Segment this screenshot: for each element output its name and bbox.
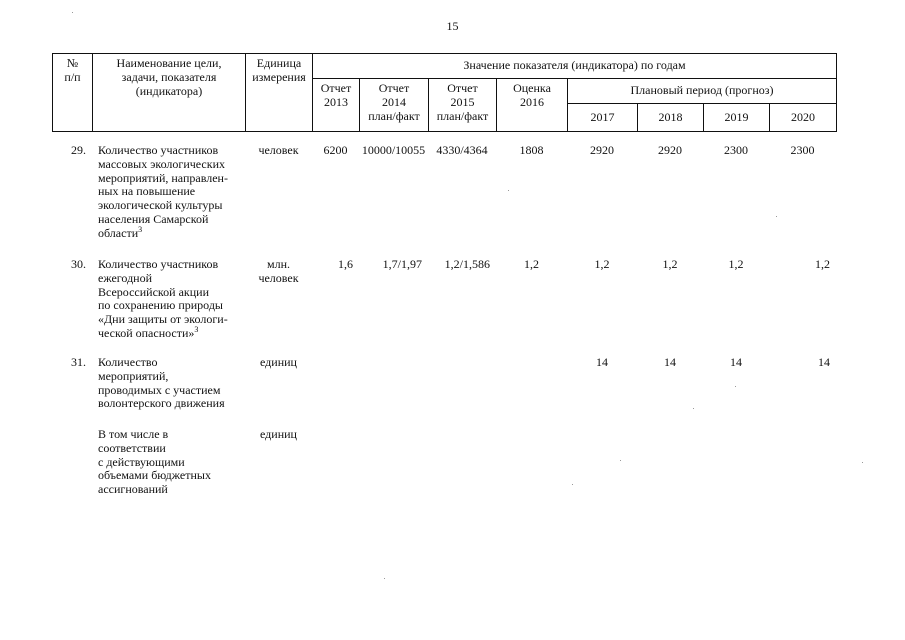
header-unit: Единица измерения bbox=[246, 54, 313, 132]
value-2020: 2300 bbox=[790, 143, 815, 157]
value-2020: 14 bbox=[818, 355, 830, 369]
scan-speck bbox=[72, 12, 73, 13]
value-2018: 14 bbox=[664, 355, 676, 369]
value-2016 bbox=[496, 354, 567, 426]
row-number: 31. bbox=[71, 355, 86, 369]
row-number: 30. bbox=[71, 257, 86, 271]
page-number: 15 bbox=[446, 19, 459, 33]
indicator-name: Количество участников ежегодной Всероссийской акции по сохранению природы «Дни защиты от экологи- ческой опасности»$^3$ bbox=[98, 257, 228, 340]
value-2019: 1,2 bbox=[728, 257, 744, 271]
value-2014 bbox=[359, 354, 428, 426]
header-2018: 2018 bbox=[638, 104, 704, 132]
header-2020: 2020 bbox=[770, 104, 837, 132]
header-2016: Оценка 2016 bbox=[497, 79, 568, 132]
table-row-30 bbox=[52, 256, 836, 354]
header-2014: Отчет 2014 план/факт bbox=[360, 79, 429, 132]
value-2013: 6200 bbox=[323, 143, 348, 157]
header-2019: 2019 bbox=[704, 104, 770, 132]
row-number: 29. bbox=[71, 143, 86, 157]
value-2018: 2920 bbox=[658, 143, 682, 157]
row-number bbox=[52, 426, 92, 506]
header-2015: Отчет 2015 план/факт bbox=[429, 79, 497, 132]
value-2015: 4330/4364 bbox=[436, 143, 488, 157]
value-2020: 1,2 bbox=[815, 257, 830, 271]
table-row-31 bbox=[52, 354, 836, 426]
value-2015: 1,2/1,586 bbox=[444, 257, 490, 271]
value-2013: 1,6 bbox=[338, 257, 353, 271]
indicator-name: В том числе в соответствии с действующими объемами бюджетных ассигнований bbox=[98, 427, 211, 497]
unit: единиц bbox=[260, 355, 297, 369]
footnote-mark: 3 bbox=[138, 224, 143, 234]
table-row-31-sub bbox=[52, 426, 836, 506]
table-row-29 bbox=[52, 142, 836, 256]
value-2016: 1808 bbox=[519, 143, 544, 157]
indicator-name: Количество участников массовых экологических мероприятий, направлен- ных на повышение экологической культуры населения Самарской области$^3$ bbox=[98, 143, 228, 240]
scan-speck bbox=[862, 462, 863, 463]
value-2017: 14 bbox=[596, 355, 608, 369]
table-body bbox=[52, 142, 836, 506]
unit: единиц bbox=[260, 427, 297, 441]
indicator-name: Количество мероприятий, проводимых с участием волонтерского движения bbox=[98, 355, 225, 411]
value-2015 bbox=[428, 354, 496, 426]
header-2017: 2017 bbox=[568, 104, 638, 132]
header-name: Наименование цели, задачи, показателя (индикатора) bbox=[93, 54, 246, 132]
header-2013: Отчет 2013 bbox=[313, 79, 360, 132]
value-2019: 2300 bbox=[724, 143, 748, 157]
value-2017: 1,2 bbox=[594, 257, 610, 271]
unit: млн. человек bbox=[258, 257, 299, 285]
value-2019: 14 bbox=[730, 355, 742, 369]
value-2014: 10000/10055 bbox=[361, 143, 426, 157]
empty-values bbox=[312, 426, 836, 506]
value-2016: 1,2 bbox=[524, 257, 539, 271]
header-plan-group: Плановый период (прогноз) bbox=[568, 79, 837, 104]
unit: человек bbox=[258, 143, 299, 157]
value-2018: 1,2 bbox=[662, 257, 678, 271]
value-2014: 1,7/1,97 bbox=[382, 257, 422, 271]
scan-speck bbox=[384, 578, 385, 579]
header-no: № п/п bbox=[53, 54, 93, 132]
footnote-mark: 3 bbox=[194, 324, 199, 334]
value-2013 bbox=[312, 354, 359, 426]
value-2017: 2920 bbox=[590, 143, 614, 157]
table-header bbox=[52, 53, 837, 132]
header-value-group: Значение показателя (индикатора) по годам bbox=[313, 54, 837, 79]
